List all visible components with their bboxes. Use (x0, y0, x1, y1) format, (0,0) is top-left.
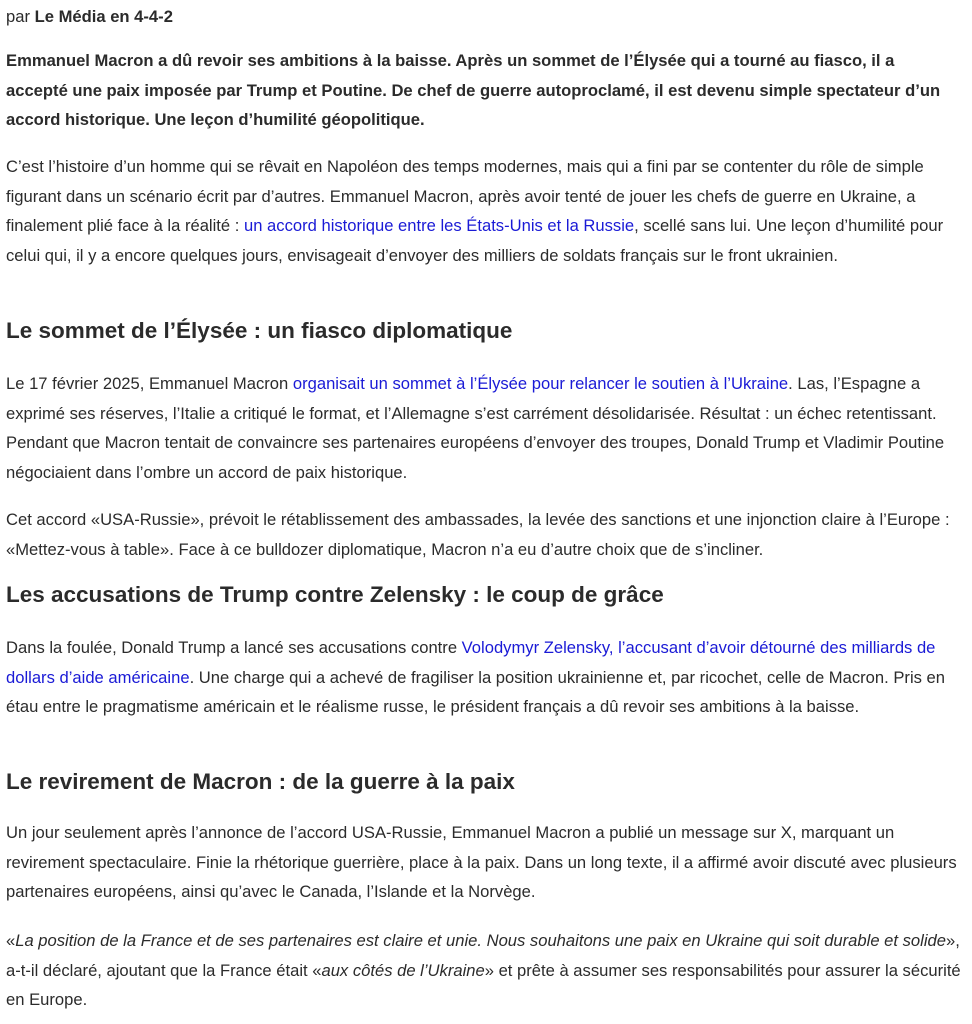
byline-prefix: par (6, 7, 35, 26)
paragraph-sommet (6, 369, 968, 487)
paragraph-revirement: Un jour seulement après l’annonce de l’accord USA-Russie, Emmanuel Macron a publié un message sur X, marquant un revirement spectaculaire. Finie la rhétorique guerrière, place à la paix. Dans un long texte, il a affirmé avoir discuté avec plusieurs partenaires européens, ainsi qu’avec le Canada, l’Islande et la Norvège. (6, 823, 957, 901)
paragraph-quote (6, 926, 968, 1015)
paragraph-text: Dans la foulée, Donald Trump a lancé ses accusations contre (6, 638, 462, 657)
paragraph-text: . Las, l’Espagne a exprimé ses réserves, l’Italie a critiqué le format, et l’Allemagne s’est carrément désolidarisée. Résultat : un échec retentissant. Pendant que Macron tentait de convaincre ses partenaires européens d’envoyer des troupes, Donald Trump et Vladimir Poutine négociaient dans l’ombre un accord de paix historique. (6, 374, 945, 482)
link-sommet-elysee[interactable]: organisait un sommet à l’Élysée pour relancer le soutien à l’Ukraine (292, 374, 789, 393)
section-heading-accusations: Les accusations de Trump contre Zelensky : le coup de grâce (6, 582, 664, 607)
paragraph-text: , scellé sans lui. Une leçon d’humilité pour celui qui, il y a encore quelques jours, envisageait d’envoyer des milliers de soldats français sur le front ukrainien. (6, 216, 944, 265)
byline-author: Le Média en 4-4-2 (34, 7, 173, 26)
link-zelensky[interactable]: Volodymyr Zelensky, l’accusant d’avoir détourné des milliards de dollars d’aide américaine (6, 638, 936, 687)
paragraph-text: » et prête à assumer ses responsabilités pour assurer la sécurité en Europe. (6, 960, 961, 1009)
paragraph-text: », a-t-il déclaré, ajoutant que la France était « (6, 931, 960, 980)
link-accord-historique[interactable]: un accord historique entre les États-Unis et la Russie (243, 216, 635, 235)
paragraph-accusations (6, 633, 968, 722)
quote-text: La position de la France et de ses partenaires est claire et unie. Nous souhaitons une paix en Ukraine qui soit durable et solide (15, 931, 946, 950)
paragraph-text: C’est l’histoire d’un homme qui se rêvait en Napoléon des temps modernes, mais qui a fini par se contenter du rôle de simple figurant dans un scénario écrit par d’autres. Emmanuel Macron, après avoir tenté de jouer les chefs de guerre en Ukraine, a finalement plié face à la réalité : (6, 157, 924, 235)
section-heading-sommet: Le sommet de l’Élysée : un fiasco diplomatique (6, 318, 513, 343)
paragraph-text: . Une charge qui a achevé de fragiliser la position ukrainienne et, par ricochet, celle de Macron. Pris en étau entre le pragmatisme américain et le réalisme russe, le président français a dû revoir ses ambitions à la baisse. (6, 667, 945, 716)
paragraph-text: Le 17 février 2025, Emmanuel Macron (6, 374, 293, 393)
section-heading-revirement: Le revirement de Macron : de la guerre à la paix (6, 769, 515, 794)
article-lede: Emmanuel Macron a dû revoir ses ambitions à la baisse. Après un sommet de l’Élysée qui a tourné au fiasco, il a accepté une paix imposée par Trump et Poutine. De chef de guerre autoproclamé, il est devenu simple spectateur d’un accord historique. Une leçon d’humilité géopolitique. (6, 51, 941, 129)
quote-open: « (6, 931, 16, 950)
quote-text: aux côtés de l’Ukraine (321, 960, 485, 980)
paragraph-intro (6, 152, 968, 270)
byline (6, 2, 173, 32)
paragraph-accord: Cet accord «USA-Russie», prévoit le rétablissement des ambassades, la levée des sanctions et une injonction claire à l’Europe : «Mettez-vous à table». Face à ce bulldozer diplomatique, Macron n’a eu d’autre choix que de s’incliner. (6, 510, 950, 559)
